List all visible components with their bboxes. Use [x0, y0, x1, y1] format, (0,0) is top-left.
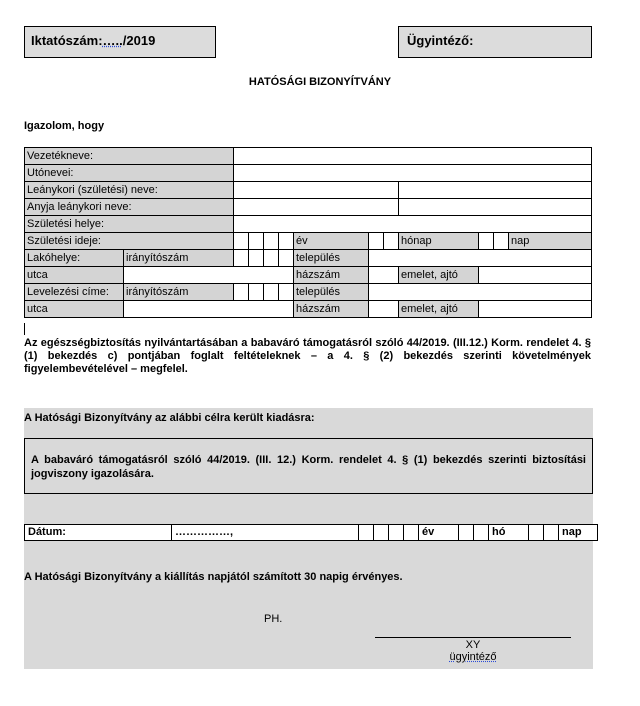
mailing-address-label: Levelezési címe: [25, 284, 124, 301]
postcode2-digit[interactable] [264, 284, 279, 301]
validity-text: A Hatósági Bizonyítvány a kiállítás napjától számított 30 napig érvényes. [24, 571, 403, 583]
date-year-digit[interactable] [404, 525, 419, 541]
birth-year-digit[interactable] [264, 233, 279, 250]
date-row [25, 525, 598, 541]
signature-role: ügyintéző [449, 651, 497, 663]
footer-band [24, 541, 593, 669]
date-year-digit[interactable] [374, 525, 389, 541]
reference-year: /2019 [122, 33, 156, 48]
birth-place-field[interactable] [234, 216, 592, 233]
settlement-field[interactable] [369, 250, 592, 267]
birth-month-digit[interactable] [384, 233, 399, 250]
last-name-field[interactable] [234, 148, 592, 165]
street-field[interactable] [124, 267, 294, 284]
floor-door-label: emelet, ajtó [399, 267, 479, 284]
day-label: nap [509, 233, 592, 250]
row-maiden-name [25, 182, 592, 199]
row-mailing-address [25, 284, 592, 301]
settlement2-field[interactable] [369, 284, 592, 301]
house-number-field[interactable] [369, 267, 399, 284]
postcode-digit[interactable] [234, 250, 249, 267]
clerk-label: Ügyintéző: [407, 33, 474, 48]
postcode-digit[interactable] [264, 250, 279, 267]
document-title: HATÓSÁGI BIZONYÍTVÁNY [248, 76, 392, 88]
purpose-heading-band [24, 408, 593, 440]
floor-door-field[interactable] [479, 267, 592, 284]
floor-door2-label: emelet, ajtó [399, 301, 479, 318]
settlement-label: település [294, 250, 369, 267]
purpose-text: A babaváró támogatásról szóló 44/2019. (III. 12.) Korm. rendelet 4. § (1) bekezdés szerinti biztosítási jogviszony igazolására. [31, 454, 586, 480]
settlement2-label: település [294, 284, 369, 301]
row-residence [25, 250, 592, 267]
birth-year-digit[interactable] [234, 233, 249, 250]
reference-number-box [24, 26, 216, 58]
birth-day-digit[interactable] [479, 233, 494, 250]
birth-day-digit[interactable] [494, 233, 509, 250]
row-last-name [25, 148, 592, 165]
birth-place-label: Születési helye: [25, 216, 234, 233]
reference-dots: ….. [102, 33, 123, 48]
birth-month-digit[interactable] [369, 233, 384, 250]
reference-label: Iktatószám: [31, 33, 103, 48]
date-day-label: nap [559, 525, 598, 541]
birth-year-digit[interactable] [249, 233, 264, 250]
purpose-gap-band [24, 494, 593, 524]
first-names-field[interactable] [234, 165, 592, 182]
date-label: Dátum: [25, 525, 172, 541]
date-table [24, 524, 598, 541]
maiden-name-label: Leánykori (születési) neve: [25, 182, 234, 199]
row-first-names [25, 165, 592, 182]
residence-label: Lakóhelye: [25, 250, 124, 267]
floor-door2-field[interactable] [479, 301, 592, 318]
row-birth-place [25, 216, 592, 233]
last-name-label: Vezetékneve: [25, 148, 234, 165]
date-year-digit[interactable] [389, 525, 404, 541]
row-street [25, 267, 592, 284]
row-street2 [25, 301, 592, 318]
signature-name: XY [465, 639, 481, 651]
first-names-label: Utónevei: [25, 165, 234, 182]
stamp-label: PH. [264, 613, 283, 625]
signature-line [375, 637, 571, 638]
postcode-digit[interactable] [249, 250, 264, 267]
date-day-digit[interactable] [544, 525, 559, 541]
date-year-label: év [419, 525, 459, 541]
birth-year-digit[interactable] [279, 233, 294, 250]
month-label: hónap [399, 233, 479, 250]
street-label: utca [25, 267, 124, 284]
year-label: év [294, 233, 369, 250]
maiden-name-field-2[interactable] [399, 182, 592, 199]
postcode2-label: irányítószám [124, 284, 234, 301]
table-edge-tick [24, 323, 25, 335]
personal-data-table [24, 147, 592, 318]
postcode2-digit[interactable] [279, 284, 294, 301]
clerk-box [398, 26, 592, 58]
purpose-box [24, 438, 593, 494]
date-year-digit[interactable] [359, 525, 374, 541]
purpose-heading: A Hatósági Bizonyítvány az alábbi célra került kiadásra: [24, 412, 315, 424]
postcode-label: irányítószám [124, 250, 234, 267]
street2-label: utca [25, 301, 124, 318]
house-number2-field[interactable] [369, 301, 399, 318]
reference-number [31, 33, 155, 48]
maiden-name-field-1[interactable] [234, 182, 399, 199]
eligibility-statement: Az egészségbiztosítás nyilvántartásában a babaváró támogatásról szóló 44/2019. (III.12.) Korm. rendelet 4. § (1) bekezdés c) pontjában foglalt feltételeknek – a 4. § (2) bekezdés szerinti követelmények figyelembevételével – megfelel. [24, 337, 591, 375]
postcode2-digit[interactable] [234, 284, 249, 301]
date-day-digit[interactable] [529, 525, 544, 541]
house-number2-label: házszám [294, 301, 369, 318]
postcode2-digit[interactable] [249, 284, 264, 301]
row-birth-date [25, 233, 592, 250]
postcode-digit[interactable] [279, 250, 294, 267]
row-mother-name [25, 199, 592, 216]
date-place[interactable]: ……………, [172, 525, 359, 541]
birth-date-label: Születési ideje: [25, 233, 234, 250]
house-number-label: házszám [294, 267, 369, 284]
mother-name-label: Anyja leánykori neve: [25, 199, 234, 216]
mother-name-field-2[interactable] [399, 199, 592, 216]
intro-text: Igazolom, hogy [24, 120, 105, 132]
mother-name-field-1[interactable] [234, 199, 399, 216]
date-month-label: hó [489, 525, 529, 541]
date-month-digit[interactable] [474, 525, 489, 541]
street2-field[interactable] [124, 301, 294, 318]
date-month-digit[interactable] [459, 525, 474, 541]
